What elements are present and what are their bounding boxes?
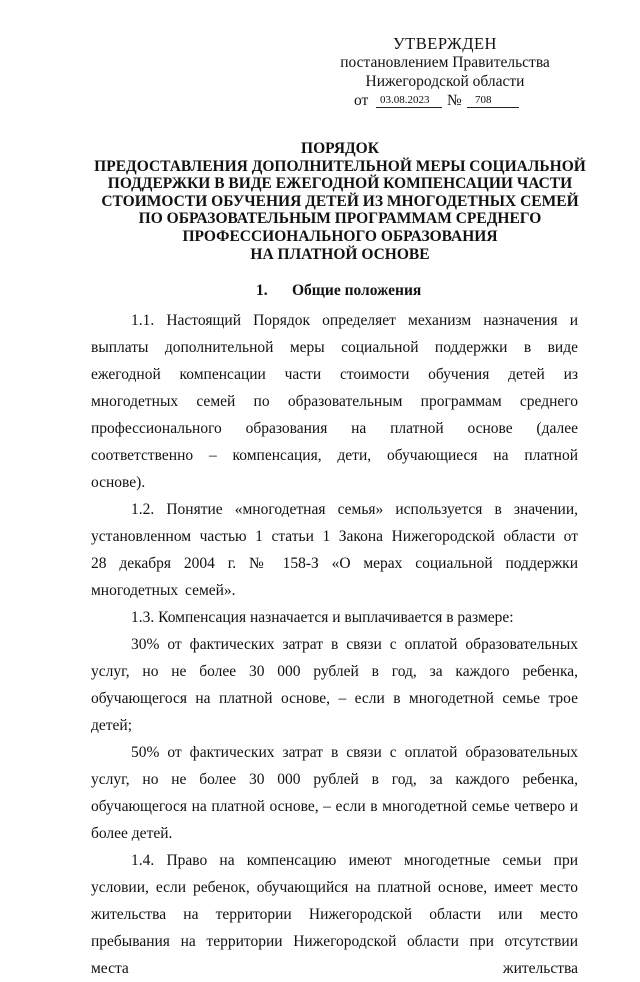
title-line: ПРЕДОСТАВЛЕНИЯ ДОПОЛНИТЕЛЬНОЙ МЕРЫ СОЦИАЛЬНОЙ: [94, 157, 586, 175]
section-title: Общие положения: [292, 282, 422, 299]
paragraph-1-3: 1.3. Компенсация назначается и выплачивается в размере:: [131, 609, 514, 626]
title-line: ПО ОБРАЗОВАТЕЛЬНЫМ ПРОГРАММАМ СРЕДНЕГО: [138, 210, 542, 228]
number-sign: №: [447, 92, 462, 109]
paragraph-1-1: 1.1. Настоящий Порядок определяет механизм назначения и выплаты дополнительной меры социальной поддержки в виде ежегодной компенсации части стоимости обучения детей из многодетных семей по образовательным программам среднего профессионального образования на платной основе (далее соответственно – компенсация, дети, обучающиеся на платной основе).: [91, 312, 578, 491]
document-body: [91, 307, 578, 982]
from-label: от: [354, 92, 369, 109]
title-line: ПРОФЕССИОНАЛЬНОГО ОБРАЗОВАНИЯ: [182, 227, 498, 245]
title-line: НА ПЛАТНОЙ ОСНОВЕ: [250, 245, 430, 263]
approval-line-2: Нижегородской области: [365, 73, 525, 90]
paragraph-50-percent: 50% от фактических затрат в связи с оплатой образовательных услуг, но не более 30 000 рублей в год, за каждого ребенка, обучающегося на платной основе, – если в многодетной семье четверо и более детей.: [91, 744, 578, 842]
section-number: 1.: [256, 282, 268, 299]
title-line: СТОИМОСТИ ОБУЧЕНИЯ ДЕТЕЙ ИЗ МНОГОДЕТНЫХ СЕМЕЙ: [101, 192, 579, 210]
title-line: ПОДДЕРЖКИ В ВИДЕ ЕЖЕГОДНОЙ КОМПЕНСАЦИИ ЧАСТИ: [107, 175, 573, 193]
approval-date: 03.08.2023: [380, 94, 430, 106]
approval-number: 708: [475, 94, 492, 106]
approval-line-1: постановлением Правительства: [340, 54, 550, 71]
approval-block: [330, 34, 560, 110]
approval-heading: УТВЕРЖДЕН: [393, 34, 497, 53]
paragraph-1-4: 1.4. Право на компенсацию имеют многодетные семьи при условии, если ребенок, обучающийся на платной основе, имеет место жительства на территории Нижегородской области или место пребывания на территории Нижегородской области при отсутствии места жительства: [91, 852, 578, 977]
title-line: ПОРЯДОК: [301, 140, 379, 157]
approval-date-line: [330, 91, 560, 110]
paragraph-30-percent: 30% от фактических затрат в связи с оплатой образовательных услуг, но не более 30 000 рублей в год, за каждого ребенка, обучающегося на платной основе, – если в многодетной семье трое детей;: [91, 636, 578, 734]
document-title: [60, 140, 620, 263]
paragraph-1-2: 1.2. Понятие «многодетная семья» используется в значении, установленном частью 1 статьи 1 Закона Нижегородской области от 28 декабря 2004 г. № 158-З «О мерах социальной поддержки многодетных семей».: [91, 501, 578, 599]
